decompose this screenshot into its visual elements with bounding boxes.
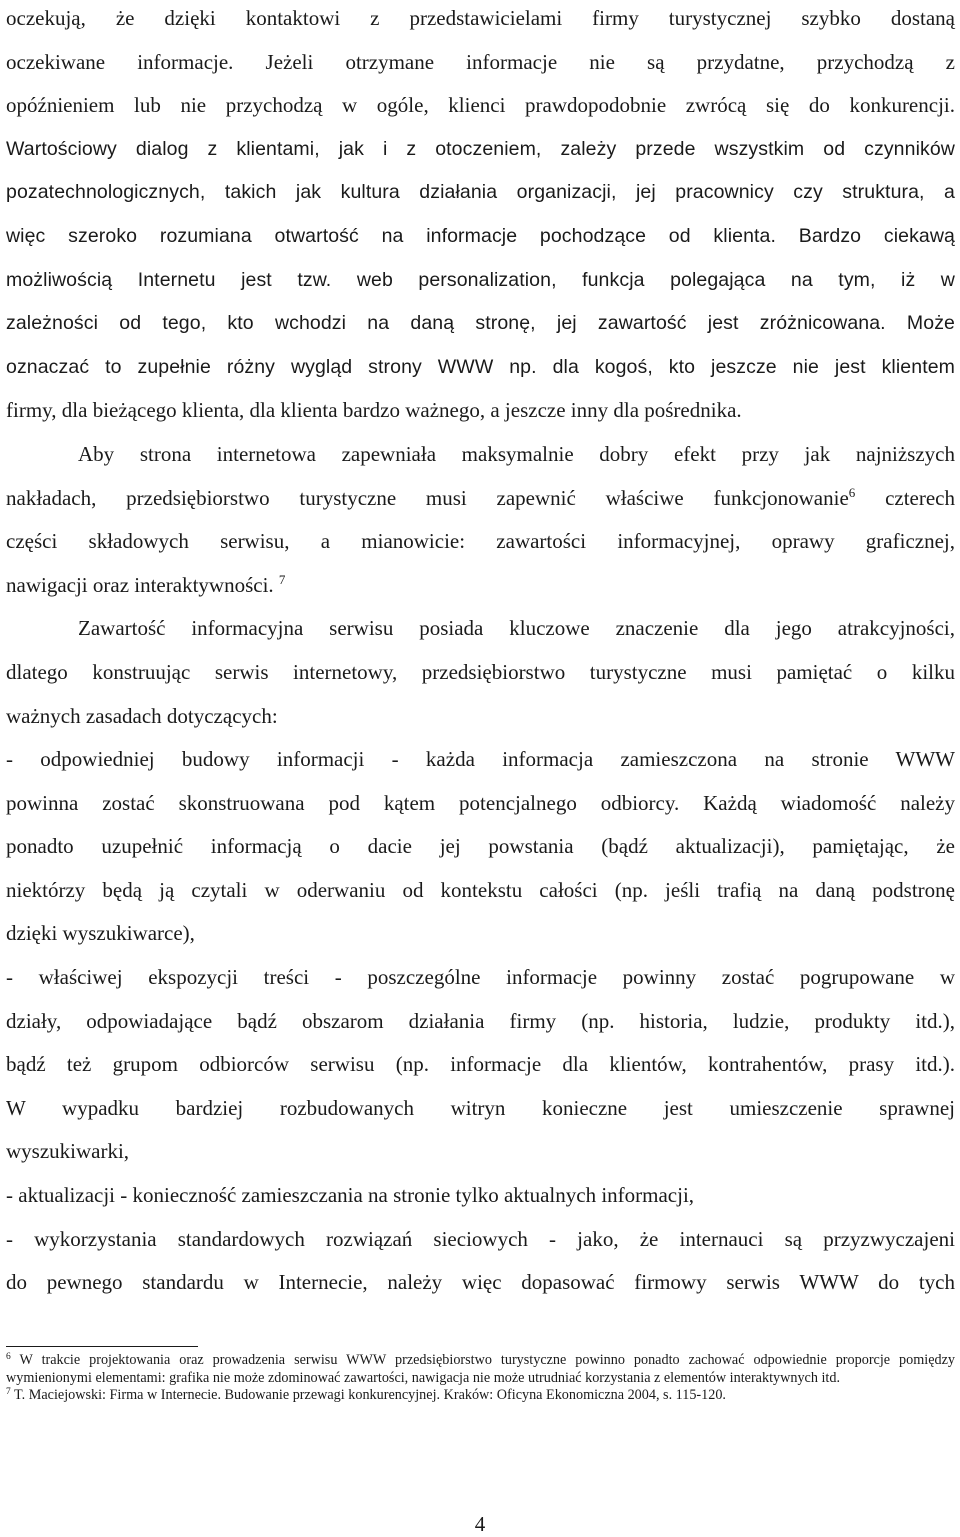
text-fragment: nawigacji oraz interaktywności. [6,572,279,597]
text-line: części składowych serwisu, a mianowicie: zawartości informacyjnej, oprawy graficznej, [6,529,955,554]
footnote-ref-6[interactable]: 6 [848,484,856,500]
page-number: 4 [474,1512,486,1536]
text-line: Zawartość informacyjna serwisu posiada kluczowe znaczenie dla jego atrakcyjności, [78,616,955,641]
text-fragment: nakładach, przedsiębiorstwo turystyczne musi zapewnić właściwe funkcjonowanie [6,485,849,510]
list-item-text-line: wyszukiwarki, [6,1139,130,1164]
paragraph-content-rules [6,607,955,1305]
list-item-text-line: ponadto uzupełnić informacją o dacie jej powstania (bądź aktualizacji), pamiętając, że [6,834,955,859]
text-line: opóźnieniem lub nie przychodzą w ogóle, klienci prawdopodobnie zwrócą się do konkurencji. [6,93,955,118]
text-line: więc szeroko rozumiana otwartość na informacje pochodzące od klienta. Bardzo ciekawą [6,224,955,247]
paragraph-web-personalization [6,0,955,433]
text-line: zależności od tego, kto wchodzi na daną stronę, jej zawartość jest zróżnicowana. Może [6,312,955,335]
text-line: oczekują, że dzięki kontaktowi z przedstawicielami firmy turystycznej szybko dostaną [6,6,955,30]
list-item-text-line: do pewnego standardu w Internecie, należy więc dopasować firmowy serwis WWW do tych [6,1270,955,1295]
text-line: firmy, dla bieżącego klienta, dla klienta bardzo ważnego, a jeszcze inny dla pośrednika. [6,398,742,423]
text-line: Wartościowy dialog z klientami, jak i z otoczeniem, zależy przede wszystkim od czynników [6,137,955,160]
footnote-text: T. Maciejowski: Firma w Internecie. Budowanie przewagi konkurencyjnej. Kraków: Oficyna Ekonomiczna 2004, s. 115-120. [10,1387,726,1404]
list-item-text-line: działy, odpowiadające bądź obszarom działania firmy (np. historia, ludzie, produkty itd.), [6,1008,955,1033]
paragraph-four-components [6,433,955,607]
text-line: oznaczać to zupełnie różny wygląd strony WWW np. dla kogoś, kto jeszcze nie jest klientem [6,355,955,378]
text-line: dlatego konstruując serwis internetowy, przedsiębiorstwo turystyczne musi pamiętać o kilku [6,659,955,684]
text-line: ważnych zasadach dotyczących: [6,703,278,728]
footnote-marker: 7 [6,1387,11,1398]
list-item-text-line: niektórzy będą ją czytali w oderwaniu od kontekstu całości (np. jeśli trafią na daną podstronę [6,877,955,902]
text-fragment: czterech [855,485,955,510]
list-item-text-line: dzięki wyszukiwarce), [6,921,195,946]
footnote-6 [6,1352,955,1387]
footnote-separator [6,1346,198,1347]
list-item-text-line: - wykorzystania standardowych rozwiązań sieciowych - jako, że internauci są przyzwyczajeni [6,1226,955,1251]
text-line [6,477,955,521]
list-item-text-line: - odpowiedniej budowy informacji - każda informacja zamieszczona na stronie WWW [6,747,955,772]
text-line: oczekiwane informacje. Jeżeli otrzymane informacje nie są przydatne, przychodzą z [6,49,955,74]
footnotes [6,1352,955,1405]
list-item-text-line: W wypadku bardziej rozbudowanych witryn konieczne jest umieszczenie sprawnej [6,1095,955,1120]
list-item-text-line: bądź też grupom odbiorców serwisu (np. informacje dla klientów, kontrahentów, prasy itd.). [6,1052,955,1077]
footnote-marker: 6 [6,1352,11,1362]
text-line [6,564,955,608]
footnote-text: W trakcie projektowania oraz prowadzenia serwisu WWW przedsiębiorstwo turystyczne powinno ponadto zachować odpowiednie proporcje pomiędzy wymienionymi elementami: grafika nie może zdominować zawartości, nawigacja nie może utrudniać korzystania z elementów interaktywnych itd. [6,1352,955,1386]
footnote-ref-7[interactable]: 7 [278,571,286,587]
document-page [6,0,955,1305]
text-line: pozatechnologicznych, takich jak kultura działania organizacji, jej pracownicy czy struktura, a [6,181,955,204]
text-line: Aby strona internetowa zapewniała maksymalnie dobry efekt przy jak najniższych [78,441,955,466]
footnote-7 [6,1387,955,1405]
list-item-text-line: - właściwej ekspozycji treści - poszczególne informacje powinny zostać pogrupowane w [6,965,955,990]
list-item-text-line: powinna zostać skonstruowana pod kątem potencjalnego odbiorcy. Każdą wiadomość należy [6,790,955,815]
text-line: możliwością Internetu jest tzw. web personalization, funkcja polegająca na tym, iż w [6,268,955,291]
list-item-text-line: - aktualizacji - konieczność zamieszczania na stronie tylko aktualnych informacji, [6,1183,695,1208]
